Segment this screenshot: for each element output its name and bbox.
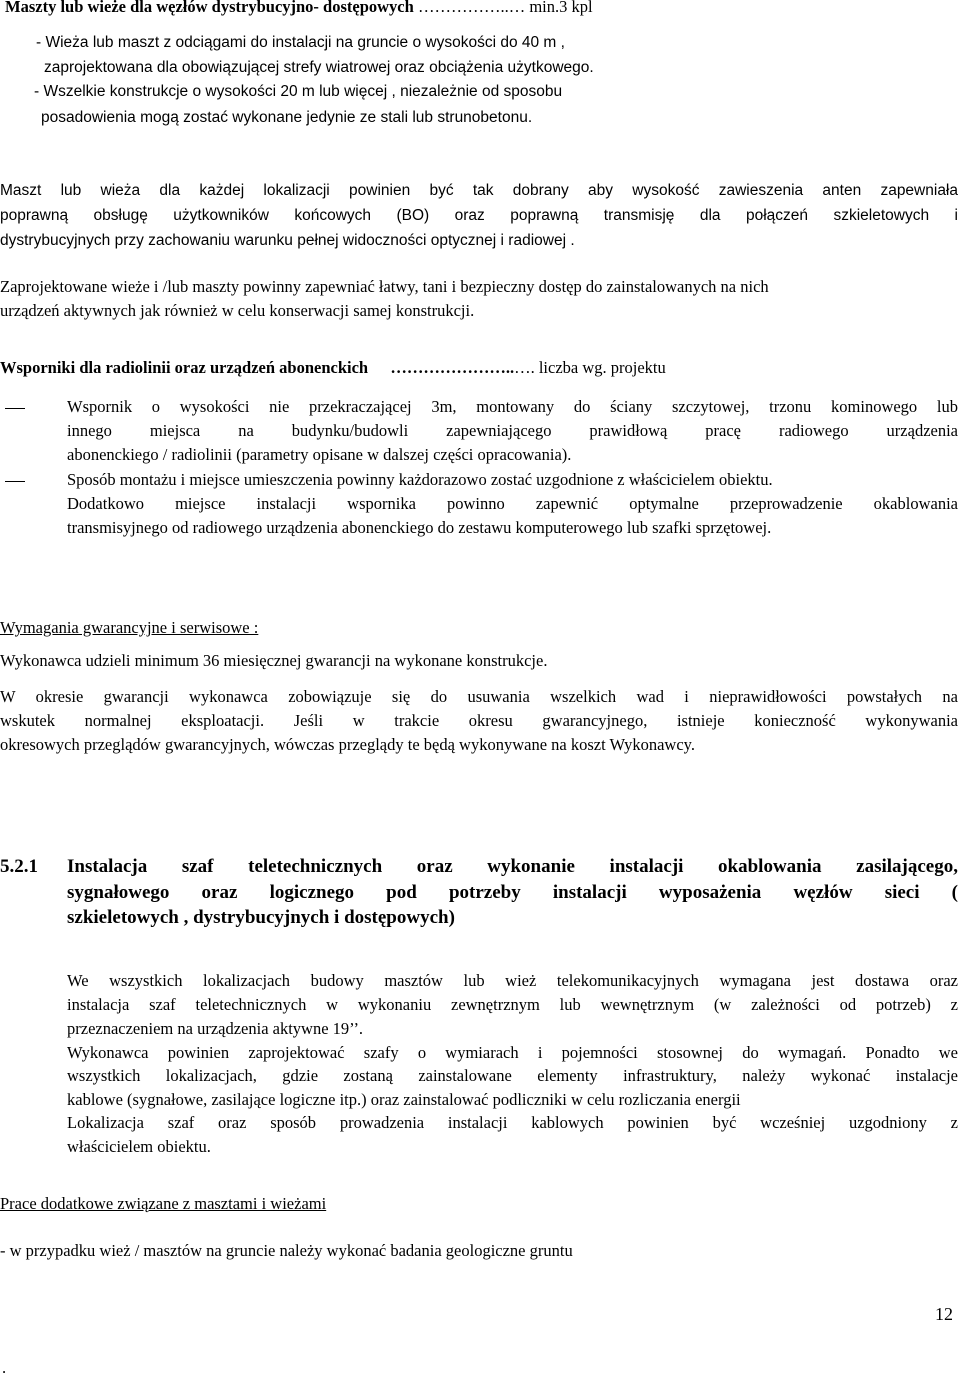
section-number: 5.2.1 xyxy=(0,856,38,877)
bracket-item-line: Sposób montażu i miejsce umieszczenia powinny każdorazowo zostać uzgodnione z właścicielem obiektu. xyxy=(67,470,773,489)
tower-req-line: posadowienia mogą zostać wykonane jedynie ze stali lub strunobetonu. xyxy=(41,109,533,126)
section-title-line: sygnałowego oraz logicznego pod potrzeby instalacji wyposażenia węzłów sieci ( xyxy=(67,882,958,903)
section-para-line: wszystkich lokalizacjach, gdzie zostaną zainstalowane elementy infrastruktury, należy wykonać instalacje xyxy=(67,1066,958,1085)
bracket-item-line: innego miejsca na budynku/budowli zapewniającego prawidłową pracę radiowego urządzenia xyxy=(67,421,958,440)
warranty-heading: Wymagania gwarancyjne i serwisowe : xyxy=(0,618,259,637)
footer-dot: . xyxy=(2,1358,7,1377)
warranty-line: Wykonawca udzieli minimum 36 miesięcznej gwarancji na wykonane konstrukcje. xyxy=(0,651,548,670)
section-para-line: instalacja szaf teletechnicznych w wykonaniu zewnętrznym lub wewnętrznym (w zależności od potrzeb) z xyxy=(67,995,958,1014)
warranty-para-line: wskutek normalnej eksploatacji. Jeśli w trakcie okresu gwarancyjnego, istnieje konieczność wykonywania xyxy=(0,711,958,730)
section-para-line: właścicielem obiektu. xyxy=(67,1137,211,1156)
tower-req-line: - Wszelkie konstrukcje o wysokości 20 m lub więcej , niezależnie od sposobu xyxy=(34,83,563,100)
section-para-line: We wszystkich lokalizacjach budowy masztów lub wież telekomunikacyjnych wymagana jest dostawa oraz xyxy=(67,971,958,990)
section-title-line: szkieletowych , dystrybucyjnych i dostępowych) xyxy=(67,907,455,928)
page-number: 12 xyxy=(935,1304,953,1324)
list-dash xyxy=(5,408,25,409)
tower-req-line: zaprojektowana dla obowiązującej strefy wiatrowej oraz obciążenia użytkowego. xyxy=(44,59,594,76)
brackets-heading: Wsporniki dla radiolinii oraz urządzeń abonenckich …………………..…. liczba wg. projektu xyxy=(0,358,666,377)
section-para-line: Wykonawca powinien zaprojektować szafy o wymiarach i pojemności stosownej do wymagań. Ponadto we xyxy=(67,1043,958,1062)
bracket-item-line: transmisyjnego od radiowego urządzenia abonenckiego do zestawu komputerowego lub szafki sprzętowej. xyxy=(67,518,772,537)
section-heading-masts: Maszty lub wieże dla węzłów dystrybucyjno- dostępowych ……………..… min.3 kpl xyxy=(5,0,593,16)
list-dash xyxy=(5,481,25,482)
mast-para-line: dystrybucyjnych przy zachowaniu warunku pełnej widoczności optycznej i radiowej . xyxy=(0,232,575,249)
mast-para-line: poprawną obsługę użytkowników końcowych (BO) oraz poprawną transmisję dla połączeń szkieletowych i xyxy=(0,207,958,224)
bracket-item-line: Dodatkowo miejsce instalacji wspornika powinno zapewnić optymalne przeprowadzenie okablowania xyxy=(67,494,958,513)
section-para-line: kablowe (sygnałowe, zasilające logiczne itp.) oraz zainstalować podliczniki w celu rozliczania energii xyxy=(67,1090,741,1109)
extra-works-heading: Prace dodatkowe związane z masztami i wieżami xyxy=(0,1194,327,1213)
section-para-line: Lokalizacja szaf oraz sposób prowadzenia instalacji kablowych powinien być wcześniej uzgodniony z xyxy=(67,1113,958,1132)
warranty-para-line: W okresie gwarancji wykonawca zobowiązuje się do usuwania wszelkich wad i nieprawidłowości powstałych na xyxy=(0,687,958,706)
section-title-line: Instalacja szaf teletechnicznych oraz wykonanie instalacji okablowania zasilającego, xyxy=(67,856,958,877)
access-para-line: Zaprojektowane wieże i /lub maszty powinny zapewniać łatwy, tani i bezpieczny dostęp do zainstalowanych na nich xyxy=(0,277,769,296)
mast-para-line: Maszt lub wieża dla każdej lokalizacji powinien być tak dobrany aby wysokość zawieszenia anten zapewniała xyxy=(0,182,958,199)
section-para-line: przeznaczeniem na urządzenia aktywne 19’’. xyxy=(67,1019,364,1038)
extra-works-line: - w przypadku wież / masztów na gruncie należy wykonać badania geologiczne gruntu xyxy=(0,1241,573,1260)
warranty-para-line: okresowych przeglądów gwarancyjnych, wówczas przeglądy te będą wykonywane na koszt Wykonawcy. xyxy=(0,735,695,754)
bracket-item-line: Wspornik o wysokości nie przekraczającej 3m, montowany do ściany szczytowej, trzonu kominowego lub xyxy=(67,397,958,416)
access-para-line: urządzeń aktywnych jak również w celu konserwacji samej konstrukcji. xyxy=(0,301,475,320)
bracket-item-line: abonenckiego / radiolinii (parametry opisane w dalszej części opracowania). xyxy=(67,445,572,464)
tower-req-line: - Wieża lub maszt z odciągami do instalacji na gruncie o wysokości do 40 m , xyxy=(36,34,565,51)
